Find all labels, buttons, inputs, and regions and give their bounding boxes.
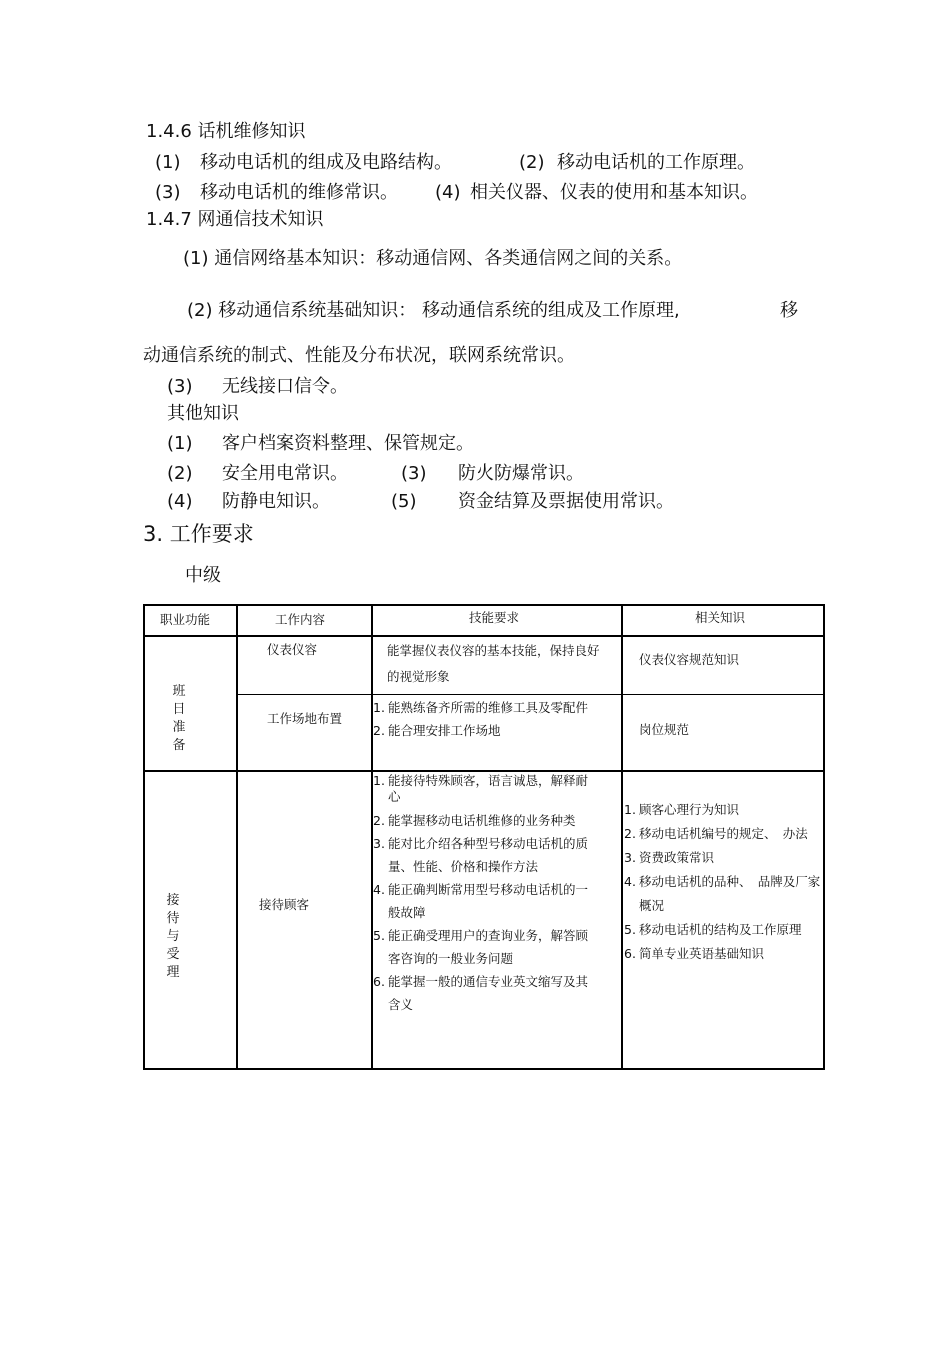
list-item: (1) 通信网络基本知识：移动通信网、各类通信网之间的关系。: [183, 248, 683, 269]
list-item-continuation: 移: [780, 300, 798, 321]
function-reception: 接 待 与 受 理: [166, 893, 180, 980]
list-item: 5. 能正确受理用户的查询业务，解答顾客咨询的一般业务问题: [373, 928, 589, 966]
list-item-num: (5): [391, 491, 417, 512]
list-item: 4. 移动电话机的品种、 品牌及厂家概况: [624, 874, 821, 913]
list-item: 1. 能接待特殊顾客，语言诚恳，解释耐心: [373, 773, 589, 804]
list-item: 1. 顾客心理行为知识: [624, 802, 740, 817]
list-item-num: (1): [155, 152, 181, 173]
knowledge-workplace: 岗位规范: [639, 722, 690, 737]
skill-appearance: 能掌握仪表仪容的基本技能，保持良好的视觉形象: [387, 643, 600, 684]
list-item-text: 安全用电常识。: [222, 463, 348, 484]
knowledge-reception-list: [624, 798, 822, 966]
header-skill: 技能要求: [469, 610, 520, 625]
section-3-title: 3. 工作要求: [143, 522, 254, 546]
list-item-text: 防静电知识。: [222, 491, 330, 512]
section-1-4-6-title: 1.4.6 话机维修知识: [146, 121, 306, 142]
list-item: 3. 资费政策常识: [624, 850, 715, 865]
list-item-num: (2): [167, 463, 193, 484]
list-item: 1. 能熟练备齐所需的维修工具及零配件: [373, 700, 589, 715]
header-content: 工作内容: [275, 612, 326, 627]
list-item-num: (3): [401, 463, 427, 484]
header-knowledge: 相关知识: [695, 610, 746, 625]
knowledge-appearance: 仪表仪容规范知识: [639, 652, 740, 667]
list-item: 4. 能正确判断常用型号移动电话机的一般故障: [373, 882, 589, 920]
requirements-table: [143, 604, 825, 1070]
other-knowledge-title: 其他知识: [167, 403, 239, 424]
list-item-num: (4): [167, 491, 193, 512]
list-item-text: 移动电话机的组成及电路结构。: [200, 152, 452, 173]
list-item-num: (1): [167, 433, 193, 454]
list-item: 3. 能对比介绍各种型号移动电话机的质量、性能、价格和操作方法: [373, 836, 589, 874]
list-item-num: (2): [519, 152, 545, 173]
list-item-num: (3): [155, 182, 181, 203]
list-item-text: 无线接口信令。: [222, 376, 348, 397]
list-item-text: 客户档案资料整理、保管规定。: [222, 433, 474, 454]
level-label: 中级: [185, 565, 221, 586]
content-appearance: 仪表仪容: [267, 642, 318, 657]
header-function: 职业功能: [160, 612, 211, 627]
list-item: (2) 移动通信系统基础知识： 移动通信系统的组成及工作原理,: [187, 300, 680, 321]
skill-reception-list: [373, 770, 597, 1016]
section-1-4-7-title: 1.4.7 网通信技术知识: [146, 209, 324, 230]
list-item-text: 资金结算及票据使用常识。: [458, 491, 674, 512]
list-item: 5. 移动电话机的结构及工作原理: [624, 922, 802, 937]
list-item-text: 防火防爆常识。: [458, 463, 584, 484]
list-item: 6. 简单专业英语基础知识: [624, 946, 765, 961]
list-item-num: (4): [435, 182, 461, 203]
content-reception: 接待顾客: [259, 897, 310, 912]
list-item: 2. 能掌握移动电话机维修的业务种类: [373, 813, 576, 828]
list-item-text: 相关仪器、仪表的使用和基本知识。: [470, 182, 758, 203]
list-item: 2. 能合理安排工作场地: [373, 723, 501, 738]
skill-workplace-list: [373, 696, 619, 742]
paragraph-line: 动通信系统的制式、性能及分布状况，联网系统常识。: [143, 345, 575, 366]
list-item: 6. 能掌握一般的通信专业英文缩写及其含义: [373, 974, 589, 1012]
list-item-num: (3): [167, 376, 193, 397]
list-item-text: 移动电话机的维修常识。: [200, 182, 398, 203]
list-item: 2. 移动电话机编号的规定、 办法: [624, 826, 808, 841]
function-shift-prep: 班 日 准 备: [172, 684, 186, 753]
content-workplace: 工作场地布置: [267, 711, 343, 726]
list-item-text: 移动电话机的工作原理。: [557, 152, 755, 173]
